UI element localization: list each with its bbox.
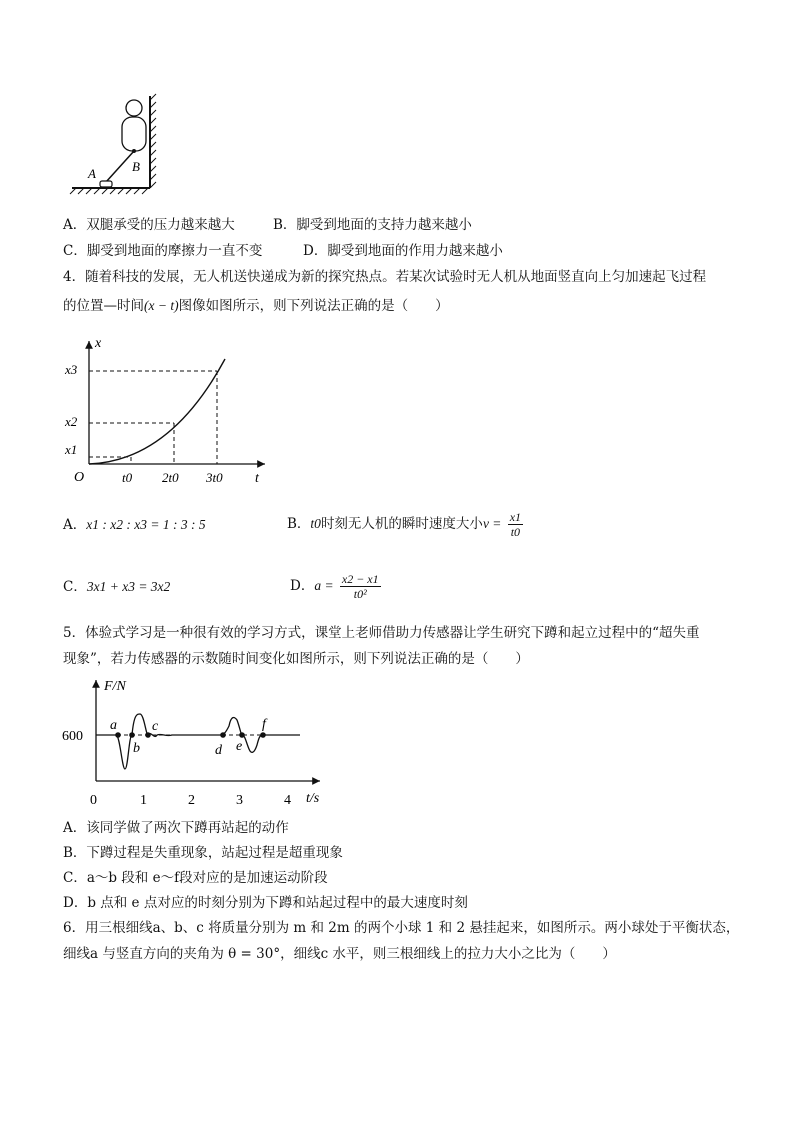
q5-point-d: d (215, 743, 222, 758)
q4-option-c: C．3x1 + x3 = 3x2 (63, 579, 171, 595)
q4-tick-x2: x2 (65, 414, 78, 429)
q6-stem-line2: 细线a 与竖直方向的夹角为 θ = 30°，细线c 水平，则三根细线上的拉力大小之比为（ ） (63, 946, 616, 962)
q4-option-a: A．x1 : x2 : x3 = 1 : 3 : 5 (63, 517, 206, 533)
q5-point-c: c (152, 719, 159, 734)
q4-option-a-math: x1 : x2 : x3 = 1 : 3 : 5 (86, 517, 206, 532)
q4-graph (60, 333, 275, 493)
q4-option-d-fraction: $\frac{x2 - x1}{\text{t0²}}$ (341, 572, 379, 601)
q6-stem-line1: 6．用三根细线a、b、c 将质量分别为 m 和 2m 的两个小球 1 和 2 悬挂起来，如图所示。两小球处于平衡状态， (63, 920, 740, 936)
q5-point-b: b (133, 741, 140, 756)
q4-option-c-math: 3x1 + x3 = 3x2 (86, 579, 171, 594)
q5-tick-0: 0 (90, 793, 97, 808)
q5-tick-4: 4 (284, 793, 291, 808)
q5-point-e: e (236, 739, 243, 754)
q5-option-c: C．a～b 段和 e～f段对应的是加速运动阶段 (63, 870, 328, 886)
q4-option-d: D．a = $\frac{x2 - x1}{\text{t0²}}$ (290, 572, 379, 601)
q4-stem-pre: 的位置—时间 (63, 298, 144, 314)
q4-stem-math: (x − t) (144, 298, 179, 313)
q4-axis-t-label: t (255, 471, 259, 486)
q4-tick-x3: x3 (65, 362, 78, 377)
q5-option-b: B．下蹲过程是失重现象，站起过程是超重现象 (63, 845, 343, 861)
q3-label-b: B (132, 159, 140, 174)
q3-option-a: A．双腿承受的压力越来越大 (63, 217, 235, 233)
q4-option-b: B．t0时刻无人机的瞬时速度大小v = $\frac{x1}{t0}$ (287, 510, 522, 539)
q5-point-a: a (110, 718, 117, 733)
q4-tick-t0: t0 (122, 470, 133, 485)
q3-figure (66, 92, 166, 200)
q4-tick-2t0: 2t0 (162, 470, 179, 485)
q5-point-f: f (262, 717, 266, 732)
q4-tick-3t0: 3t0 (206, 470, 223, 485)
q3-label-a: A (88, 166, 96, 181)
q4-stem-line1: 4．随着科技的发展，无人机送快递成为新的探究热点。若某次试验时无人机从地面竖直向上匀加速起飞过程 (63, 269, 707, 285)
q4-stem-line2 (63, 297, 449, 315)
q5-y-600: 600 (62, 729, 83, 744)
q5-tick-3: 3 (236, 793, 243, 808)
q4-stem-post: 图像如图所示，则下列说法正确的是（ ） (178, 298, 449, 314)
q5-axis-t-label: t/s (306, 791, 320, 806)
q5-axis-f-label: F/N (104, 679, 126, 694)
q3-option-c: C．脚受到地面的摩擦力一直不变 (63, 243, 263, 259)
q5-option-a: A．该同学做了两次下蹲再站起的动作 (63, 820, 289, 836)
q4-tick-x1: x1 (65, 442, 78, 457)
q3-option-b: B．脚受到地面的支持力越来越小 (273, 217, 472, 233)
q5-graph (58, 674, 328, 809)
q5-option-d: D．b 点和 e 点对应的时刻分别为下蹲和站起过程中的最大速度时刻 (63, 895, 468, 911)
q4-option-b-fraction: $\frac{x1}{t0}$ (509, 510, 522, 539)
q5-stem-line2: 现象”，若力传感器的示数随时间变化如图所示，则下列说法正确的是（ ） (63, 651, 529, 667)
q5-tick-1: 1 (140, 793, 147, 808)
q5-stem-line1: 5．体验式学习是一种很有效的学习方式，课堂上老师借助力传感器让学生研究下蹲和起立过程中的“超失重 (63, 625, 700, 641)
q3-option-d: D．脚受到地面的作用力越来越小 (303, 243, 503, 259)
q4-origin: O (74, 470, 85, 485)
q4-axis-x-label: x (95, 336, 102, 351)
q5-tick-2: 2 (188, 793, 195, 808)
